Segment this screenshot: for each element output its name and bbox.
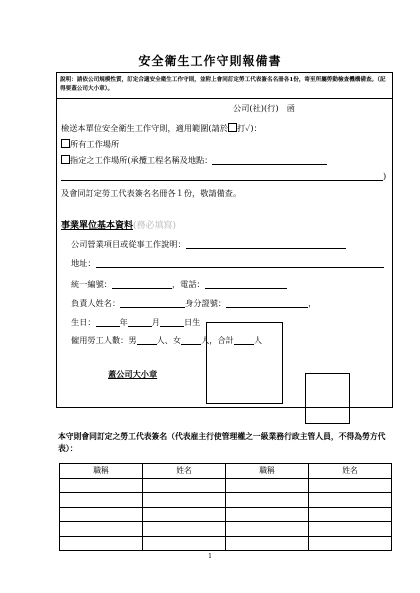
- taxid-label: 統一編號：: [71, 279, 112, 289]
- workers-label: 僱用勞工人數：男: [71, 335, 137, 345]
- addressee: 公司(社)(行) 函: [233, 103, 295, 113]
- option-designated-label: 指定之工作場所(承攬工程名稱及地點：: [70, 155, 213, 165]
- owner-stamp-box[interactable]: [305, 373, 350, 424]
- signature-cell[interactable]: [226, 478, 309, 493]
- owner-row: [71, 298, 316, 308]
- signature-cell[interactable]: [309, 536, 392, 551]
- scope-line: [61, 123, 262, 133]
- section-heading: [61, 221, 176, 231]
- business-row: [71, 239, 346, 249]
- signature-cell[interactable]: [60, 493, 143, 508]
- address-blank[interactable]: [96, 260, 384, 268]
- signature-cell[interactable]: [226, 536, 309, 551]
- business-label: 公司營業項目或從事工作說明：: [71, 239, 186, 249]
- signature-cell[interactable]: [309, 507, 392, 522]
- table-row: [60, 536, 392, 551]
- close-paren: ): [383, 171, 387, 181]
- header-name-1: 姓名: [143, 464, 226, 479]
- birth-month-label: 月: [151, 317, 160, 327]
- section-title: 事業單位基本資料: [61, 221, 134, 231]
- designated-blank-2[interactable]: [61, 173, 383, 181]
- phone-label: ，電話：: [171, 279, 205, 289]
- phone-blank[interactable]: [205, 281, 287, 289]
- address-label: 地址：: [71, 258, 96, 268]
- option-designated: [61, 155, 327, 165]
- workers-total-unit: 人: [253, 335, 263, 345]
- header-title-1: 職稱: [60, 464, 143, 479]
- signature-cell[interactable]: [226, 493, 309, 508]
- owner-comma: ，: [308, 298, 317, 308]
- representative-note: 本守則會同訂定之勞工代表簽名（代表雇主行使管理權之一級業務行政主管人員，不得為勞方代表）：: [58, 432, 386, 453]
- designated-continuation: [61, 171, 386, 181]
- option-all-checkbox[interactable]: [61, 139, 70, 148]
- option-all-label: 所有工作場所: [70, 139, 120, 149]
- signature-cell[interactable]: [309, 522, 392, 537]
- workers-male-unit: 人、女: [156, 335, 182, 345]
- idno-blank[interactable]: [226, 300, 308, 308]
- table-row: [60, 522, 392, 537]
- header-title-2: 職稱: [226, 464, 309, 479]
- owner-blank[interactable]: [120, 300, 185, 308]
- birth-year-label: 年: [119, 317, 128, 327]
- owner-label: 負責人姓名：: [71, 298, 121, 308]
- signature-cell[interactable]: [60, 478, 143, 493]
- birth-day-label: 日生: [183, 317, 201, 327]
- signature-cell[interactable]: [60, 522, 143, 537]
- birth-month-blank[interactable]: [128, 319, 152, 327]
- table-row: [60, 478, 392, 493]
- check-sample-box: [228, 123, 237, 132]
- table-header-row: [60, 464, 392, 479]
- workers-female-blank[interactable]: [181, 337, 201, 345]
- address-row: [71, 258, 384, 268]
- signature-cell[interactable]: [226, 507, 309, 522]
- idno-label: 身分證號：: [185, 298, 227, 308]
- signature-cell[interactable]: [309, 493, 392, 508]
- birth-day-blank[interactable]: [160, 319, 184, 327]
- designated-blank[interactable]: [212, 157, 327, 165]
- table-row: [60, 507, 392, 522]
- option-designated-checkbox[interactable]: [61, 155, 70, 164]
- table-row: [60, 493, 392, 508]
- scope-text-after: 打✓)：: [236, 123, 262, 133]
- workers-male-blank[interactable]: [137, 337, 157, 345]
- submit-line: 及會同訂定勞工代表簽名名冊各１份，敬請備查。: [61, 188, 242, 198]
- section-note: (務必填寫): [133, 221, 177, 231]
- signature-cell[interactable]: [143, 478, 226, 493]
- birth-label: 生日：: [71, 317, 96, 327]
- birth-year-blank[interactable]: [96, 319, 120, 327]
- company-stamp-box[interactable]: [206, 322, 283, 404]
- signature-cell[interactable]: [143, 522, 226, 537]
- stamp-label: 蓋公司大小章: [108, 369, 158, 379]
- birth-row: [71, 317, 200, 327]
- signature-cell[interactable]: [60, 507, 143, 522]
- workers-female-unit: 人，合計: [201, 335, 234, 345]
- signature-cell[interactable]: [309, 478, 392, 493]
- page-title: 安全衛生工作守則報備書: [138, 54, 282, 68]
- signature-cell[interactable]: [143, 493, 226, 508]
- signature-cell[interactable]: [143, 507, 226, 522]
- taxid-row: [71, 279, 287, 289]
- signature-cell[interactable]: [226, 522, 309, 537]
- instructions: 說明：請依公司規模性質，訂定合適安全衛生工作守則，並附上會同訂定勞工代表簽名名冊各1份，寄至所屬勞動檢查機構備查。（記得要蓋公司大小章）。: [57, 73, 392, 99]
- signature-cell[interactable]: [60, 536, 143, 551]
- taxid-blank[interactable]: [112, 281, 172, 289]
- signature-cell[interactable]: [143, 536, 226, 551]
- page-number: 1: [208, 553, 212, 560]
- option-all: [61, 139, 119, 149]
- business-blank[interactable]: [186, 241, 346, 249]
- representative-table: [59, 463, 392, 551]
- header-name-2: 姓名: [309, 464, 392, 479]
- scope-text: 檢送本單位安全衛生工作守則，適用範圍(請於: [61, 123, 228, 133]
